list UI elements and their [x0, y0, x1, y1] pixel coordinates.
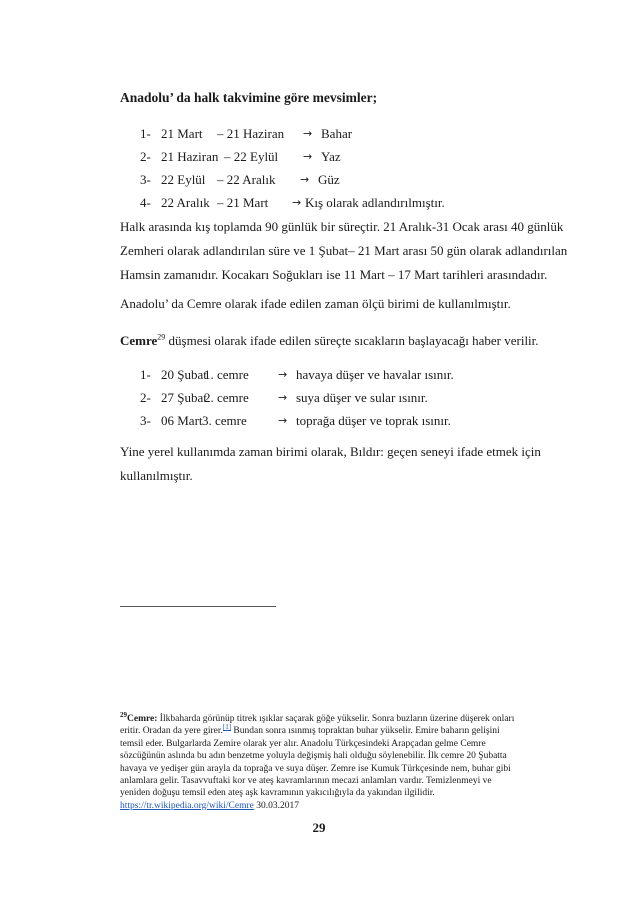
season-start: 21 Mart [161, 126, 203, 141]
list-number: 3- [140, 172, 151, 187]
footnote-reference-link[interactable]: [1] [222, 723, 232, 732]
section-heading: Anadolu’ da halk takvimine göre mevsimler; [120, 90, 378, 105]
list-number: 1- [140, 367, 151, 382]
season-end: – 22 Eylül [224, 149, 279, 164]
footnote [120, 710, 540, 812]
footnote-text: İlkbaharda görünüp titrek ışıklar saçarak göğe yükselir. Sonra buzların üzerine düşerek onları [157, 714, 515, 724]
season-name: Bahar [321, 126, 353, 141]
footnote-line [120, 710, 540, 725]
cemre-result: toprağa düşer ve toprak ısınır. [296, 413, 451, 428]
footnote-term: Cemre: [127, 714, 158, 724]
footnote-marker: 29 [157, 332, 166, 342]
footnote-text: Bundan sonra ısınmış topraktan buhar yükselir. Emire baharın gelişini [231, 726, 500, 737]
arrow-right-icon: → [303, 127, 313, 140]
list-number: 4- [140, 195, 151, 210]
page-number: 29 [312, 820, 326, 835]
cemre-date: 06 Mart [161, 413, 203, 428]
arrow-right-icon: → [300, 173, 310, 186]
footnote-line: sözcüğünün aslında bu adın benzetme yoluyla değişmiş hali olduğu söylenebilir. İlk cemre 20 Şubatta [120, 751, 507, 762]
season-end: – 22 Aralık [217, 172, 276, 187]
wikipedia-link[interactable]: https://tr.wikipedia.org/wiki/Cemre [120, 800, 254, 811]
footnote-text: eritir. Oradan da yere girer. [120, 726, 223, 737]
text-line: Zemheri olarak adlandırılan süre ve 1 Şubat– 21 Mart arası 50 gün olarak adlandırılan [120, 243, 568, 258]
text-line: kullanılmıştır. [120, 468, 193, 483]
text-line [120, 329, 540, 353]
footnote-line: anlamlara gelir. Tasavvuftaki kor ve ateş kavramlarının mecazi anlamları vardır. Temizlenmeyi ve [120, 776, 492, 787]
paragraph-bildir [120, 440, 540, 488]
cemre-date: 20 Şubat [161, 367, 207, 382]
text-line: Halk arasında kış toplamda 90 günlük bir süreçtir. 21 Aralık-31 Ocak arası 40 günlük [120, 219, 564, 234]
arrow-right-icon: → [278, 414, 288, 427]
footnote-line: yeniden doğuşu temsil eden ateş aşk kavramının yakıcılığıyla da yakından ilgilidir. [120, 788, 435, 799]
season-start: 22 Eylül [161, 172, 206, 187]
footnote-number: 29 [120, 710, 127, 719]
cemre-label: 2. cemre [204, 390, 249, 405]
footnote-line [120, 725, 540, 737]
season-name: Güz [318, 172, 340, 187]
footnote-line [120, 800, 540, 812]
cemre-result: havaya düşer ve havalar ısınır. [296, 367, 454, 382]
season-name: Yaz [321, 149, 341, 164]
list-number: 2- [140, 390, 151, 405]
arrow-right-icon: → [303, 150, 313, 163]
arrow-right-icon: → [292, 196, 302, 209]
access-date: 30.03.2017 [253, 800, 299, 811]
text-line: Yine yerel kullanımda zaman birimi olarak, Bıldır: geçen seneyi ifade etmek için [120, 444, 541, 459]
cemre-sentence: düşmesi olarak ifade edilen süreçte sıcakların başlayacağı haber verilir. [165, 333, 539, 348]
cemre-result: suya düşer ve sular ısınır. [296, 390, 428, 405]
arrow-right-icon: → [278, 391, 288, 404]
season-start: 22 Aralık [161, 195, 210, 210]
cemre-date: 27 Şubat [161, 390, 207, 405]
arrow-right-icon: → [278, 368, 288, 381]
paragraph-winter [120, 215, 568, 287]
text-line: Hamsin zamanıdır. Kocakarı Soğukları ise 11 Mart – 17 Mart tarihleri arasındadır. [120, 267, 548, 282]
cemre-label: 1. cemre [204, 367, 249, 382]
footnote-line: temsil eder. Bulgarlarda Zemire olarak yer alır. Anadolu Türkçesindeki Arapçadan gelme Cemre [120, 738, 486, 749]
cemre-term: Cemre [120, 333, 158, 348]
footnote-line: havaya ve yedişer gün arayla da toprağa ve suya düşer. Zemre ise Kumuk Türkçesinde nem, buhar gibi [120, 763, 511, 774]
list-number: 2- [140, 149, 151, 164]
list-number: 3- [140, 413, 151, 428]
season-end: – 21 Mart [217, 195, 269, 210]
paragraph-cemre [120, 329, 540, 353]
list-number: 1- [140, 126, 151, 141]
paragraph-cemre-intro [120, 292, 540, 316]
footnote-separator [120, 606, 276, 607]
text-line: Anadolu’ da Cemre olarak ifade edilen zaman ölçü birimi de kullanılmıştır. [120, 296, 511, 311]
season-name: Kış olarak adlandırılmıştır. [305, 195, 445, 210]
cemre-label: 3. cemre [202, 413, 247, 428]
season-end: – 21 Haziran [217, 126, 285, 141]
season-start: 21 Haziran [161, 149, 219, 164]
